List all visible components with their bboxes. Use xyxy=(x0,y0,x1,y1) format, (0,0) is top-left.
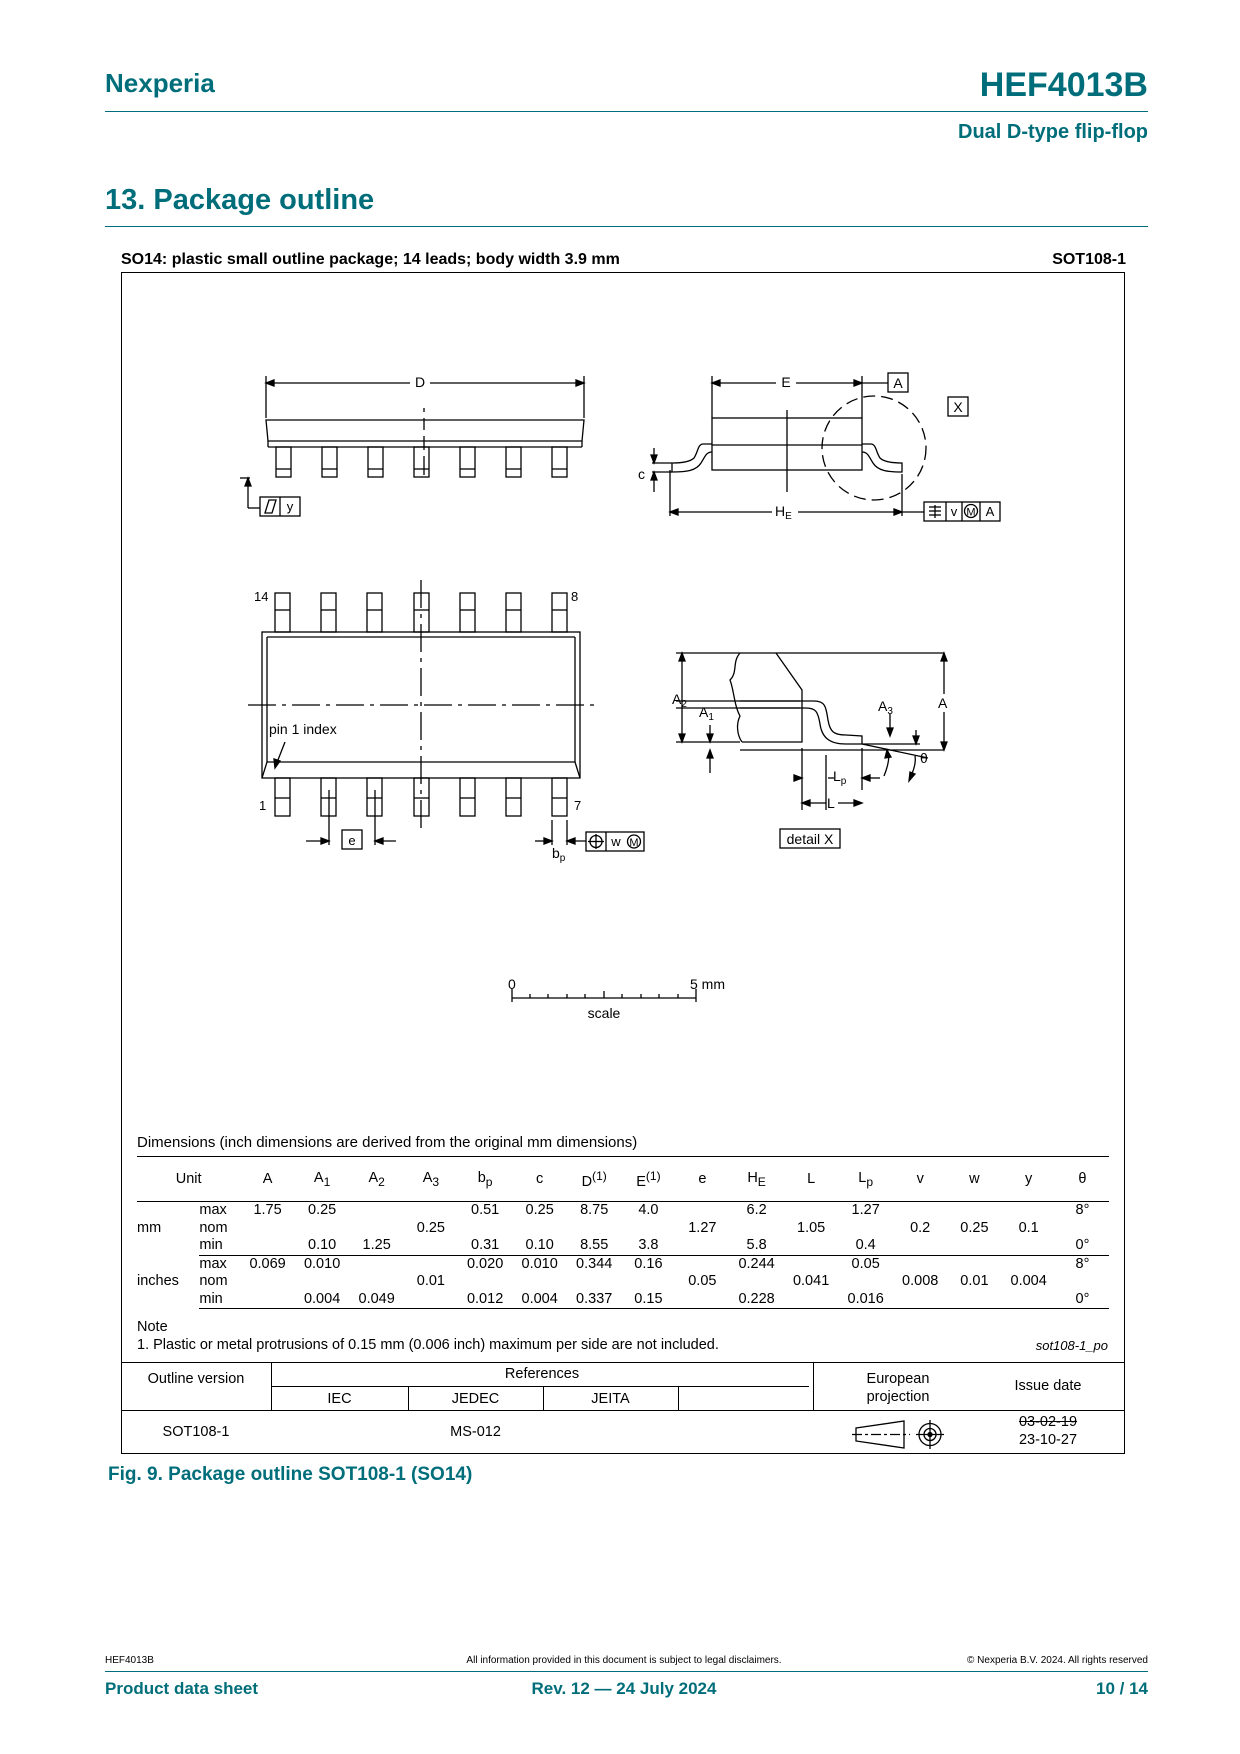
dimension-cell xyxy=(240,1273,295,1291)
dimension-cell xyxy=(893,1202,948,1220)
header-D: $D^{(1)}$ xyxy=(567,1157,622,1202)
header-theta: θ xyxy=(1056,1157,1109,1202)
dimension-cell xyxy=(838,1220,893,1238)
dimension-row-mm-nom xyxy=(137,1220,1109,1238)
dimension-cell: 1.25 xyxy=(349,1237,404,1255)
note-title: Note xyxy=(137,1319,168,1335)
header-v: v xyxy=(893,1157,948,1202)
tol-M-label: M xyxy=(966,506,976,519)
dimension-cell xyxy=(1001,1255,1056,1273)
dimension-cell xyxy=(675,1202,729,1220)
pitch-e-label: e xyxy=(348,833,356,848)
dim-HE-label: $H_E$ xyxy=(775,503,792,522)
dimension-cell xyxy=(404,1202,458,1220)
ref-v4 xyxy=(678,1386,679,1410)
tol-v-label: v xyxy=(950,504,958,519)
dimension-cell xyxy=(729,1220,784,1238)
dimension-cell xyxy=(349,1273,404,1291)
dimension-cell xyxy=(784,1255,839,1273)
dimension-row-inches-max xyxy=(137,1255,1109,1273)
dim-Lp-label: $L_p$ xyxy=(833,768,847,787)
dimension-cell xyxy=(893,1237,948,1255)
ref-mid-line xyxy=(271,1386,809,1387)
dimension-cell: 0.05 xyxy=(688,1273,717,1289)
dimension-cell xyxy=(404,1237,458,1255)
part-number: HEF4013B xyxy=(979,66,1148,104)
issue-date-label: Issue date xyxy=(1014,1378,1082,1394)
dimension-cell: 0.244 xyxy=(738,1255,775,1272)
row-label: min xyxy=(199,1237,240,1255)
dimension-row-inches-min xyxy=(137,1291,1109,1309)
dimension-cell: 8.75 xyxy=(580,1202,609,1218)
dimension-cell xyxy=(729,1273,784,1291)
dimension-cell xyxy=(295,1220,350,1238)
note-text: 1. Plastic or metal protrusions of 0.15 mm (0.006 inch) maximum per side are not included. xyxy=(137,1337,719,1353)
end-view xyxy=(638,373,1000,522)
dimension-cell: 0.05 xyxy=(851,1255,880,1272)
dimension-cell: 0.01 xyxy=(960,1273,989,1289)
dimension-cell xyxy=(458,1220,513,1238)
dimension-cell xyxy=(675,1255,729,1273)
tol-A-label: A xyxy=(985,504,995,519)
dimension-cell xyxy=(1001,1291,1056,1309)
flatness-y-label: y xyxy=(286,499,294,514)
datum-A-box: A xyxy=(893,375,903,391)
dimension-cell xyxy=(784,1202,839,1220)
dim-L-label: L xyxy=(827,795,835,811)
dimension-cell: 1.27 xyxy=(688,1219,717,1236)
header-A3: $A_3$ xyxy=(404,1157,458,1202)
dimension-cell: 0.25 xyxy=(525,1202,554,1218)
dimension-cell: 0.008 xyxy=(902,1273,939,1289)
dimension-cell xyxy=(567,1220,622,1238)
footer-copyright: © Nexperia B.V. 2024. All rights reserved xyxy=(967,1655,1148,1666)
references-label: References xyxy=(504,1366,580,1382)
dimension-cell xyxy=(947,1255,1001,1273)
dimension-cell: 0.16 xyxy=(634,1255,663,1272)
dimension-cell xyxy=(404,1291,458,1309)
issue-date-old: 03-02-19 xyxy=(1018,1414,1078,1430)
scale-label: scale xyxy=(587,1005,621,1021)
dimension-cell xyxy=(893,1255,948,1273)
dimension-cell xyxy=(1001,1202,1056,1220)
package-code: SOT108-1 xyxy=(1052,251,1126,268)
dimension-cell: 3.8 xyxy=(621,1237,675,1255)
dimension-cell: 0.337 xyxy=(567,1291,622,1309)
outline-version-label: Outline version xyxy=(147,1371,245,1387)
header-Lp: $L_p$ xyxy=(838,1157,893,1202)
header-A: A xyxy=(240,1157,295,1202)
dimension-cell xyxy=(621,1220,675,1238)
dimension-cell: 0° xyxy=(1056,1237,1109,1255)
dimension-cell xyxy=(567,1273,622,1291)
pin-7-label: 7 xyxy=(574,798,582,813)
iec-label: IEC xyxy=(327,1391,352,1407)
dimension-cell: 0.4 xyxy=(838,1237,893,1255)
dimension-cell: 0.344 xyxy=(576,1255,613,1272)
footer-divider xyxy=(105,1671,1148,1672)
jedec-label: JEDEC xyxy=(451,1391,500,1407)
dimension-cell xyxy=(947,1202,1001,1220)
dimension-cell xyxy=(458,1273,513,1291)
top-view xyxy=(248,580,644,864)
dimension-cell: 0.049 xyxy=(349,1291,404,1309)
dimension-cell: 0.041 xyxy=(792,1273,830,1289)
dim-E-label: E xyxy=(781,374,791,390)
dimension-cell: 0.15 xyxy=(621,1291,675,1309)
detail-X-box: X xyxy=(953,399,963,415)
dimension-cell xyxy=(512,1220,567,1238)
dimension-cell xyxy=(675,1291,729,1309)
dimension-cell xyxy=(295,1273,350,1291)
dimension-cell xyxy=(240,1220,295,1238)
dimension-cell: 0.004 xyxy=(512,1291,567,1309)
section-title: 13. Package outline xyxy=(105,184,375,216)
dimension-cell xyxy=(947,1291,1001,1309)
header-A2: $A_2$ xyxy=(349,1157,404,1202)
dimension-cell: 1.05 xyxy=(797,1219,826,1236)
dimension-cell: 4.0 xyxy=(638,1202,659,1218)
footer-page: 10 / 14 xyxy=(1096,1679,1148,1698)
header-L: L xyxy=(784,1157,839,1202)
footer-doc-type: Product data sheet xyxy=(105,1679,259,1698)
dimension-cell: 0.004 xyxy=(1010,1273,1047,1289)
dim-A3-label: $A_3$ xyxy=(878,698,893,717)
header-w: w xyxy=(947,1157,1001,1202)
dimension-cell xyxy=(349,1220,404,1238)
package-title: SO14: plastic small outline package; 14 leads; body width 3.9 mm xyxy=(121,251,620,268)
dimension-cell xyxy=(349,1255,404,1273)
footer-doc-id: HEF4013B xyxy=(105,1655,154,1666)
dimension-cell: 0.25 xyxy=(416,1219,445,1236)
row-label: nom xyxy=(199,1219,228,1236)
dimension-cell: 0.2 xyxy=(910,1219,931,1236)
dimension-cell xyxy=(838,1273,893,1291)
dimension-cell: 0.020 xyxy=(466,1255,504,1272)
header-c: c xyxy=(512,1157,567,1202)
dimension-cell: 6.2 xyxy=(746,1202,767,1218)
dimension-cell: 0.01 xyxy=(416,1273,445,1289)
dimension-cell: 0° xyxy=(1056,1291,1109,1309)
dimension-cell xyxy=(675,1237,729,1255)
dimension-cell: 0.25 xyxy=(960,1219,989,1236)
dim-D-label: D xyxy=(414,374,426,390)
brand-name: Nexperia xyxy=(105,68,215,98)
header-unit: Unit xyxy=(137,1157,240,1202)
dimension-row-inches-nom xyxy=(137,1273,1109,1291)
dimension-cell xyxy=(1056,1220,1109,1238)
dimension-cell xyxy=(784,1237,839,1255)
row-label: max xyxy=(199,1202,227,1218)
european-projection-icon xyxy=(850,1418,950,1452)
dimension-cell xyxy=(404,1255,458,1273)
dimension-cell xyxy=(349,1202,404,1220)
footer-disclaimer: All information provided in this document is subject to legal disclaimers. xyxy=(466,1655,782,1666)
side-view xyxy=(240,374,584,516)
scale-zero: 0 xyxy=(508,976,516,992)
dimension-cell xyxy=(1001,1237,1056,1255)
dimension-cell xyxy=(893,1291,948,1309)
row-label: max xyxy=(199,1255,227,1272)
dimension-row-mm-max xyxy=(137,1202,1109,1220)
figure-caption: Fig. 9. Package outline SOT108-1 (SO14) xyxy=(108,1464,473,1485)
dimension-cell: 0.51 xyxy=(471,1202,500,1218)
side-view-leads xyxy=(276,447,567,477)
jedec-value: MS-012 xyxy=(450,1424,501,1440)
dimension-cell xyxy=(240,1237,295,1255)
projection-label: European projection xyxy=(866,1371,930,1405)
dimension-cell: 0.010 xyxy=(303,1255,341,1272)
issue-date-new: 23-10-27 xyxy=(1018,1432,1078,1448)
dim-A1-label: $A_1$ xyxy=(699,704,714,723)
pin-8-label: 8 xyxy=(571,589,579,604)
dimensions-header-row xyxy=(137,1157,1109,1202)
detail-x-view xyxy=(672,653,952,848)
dimension-cell: 1.27 xyxy=(851,1202,880,1218)
dimension-cell xyxy=(784,1291,839,1309)
dimension-cell xyxy=(512,1273,567,1291)
dimension-cell: 0.004 xyxy=(295,1291,350,1309)
part-subtitle: Dual D-type flip-flop xyxy=(958,121,1148,143)
lead-width-bp-label: $b_p$ xyxy=(552,845,566,864)
pin-1-index-label: pin 1 index xyxy=(269,721,337,737)
dimension-cell xyxy=(621,1273,675,1291)
theta-label: θ xyxy=(920,750,928,766)
unit-cell: inches xyxy=(137,1273,179,1289)
dimension-cell: 8.55 xyxy=(567,1237,622,1255)
row-label: min xyxy=(199,1291,240,1309)
row-label: nom xyxy=(199,1273,228,1289)
dimension-cell xyxy=(1056,1273,1109,1291)
header-y: y xyxy=(1001,1157,1056,1202)
footer-revision: Rev. 12 — 24 July 2024 xyxy=(531,1679,717,1698)
dimension-cell: 0.25 xyxy=(308,1202,337,1218)
detail-x-label: detail X xyxy=(786,831,834,847)
dimension-cell: 0.016 xyxy=(838,1291,893,1309)
header-A1: $A_1$ xyxy=(295,1157,350,1202)
dimension-cell: 0.012 xyxy=(458,1291,513,1309)
dimension-cell xyxy=(947,1237,1001,1255)
dimension-cell: 5.8 xyxy=(729,1237,784,1255)
header-E: $E^{(1)}$ xyxy=(621,1157,675,1202)
ref-row-line xyxy=(121,1410,1125,1411)
scale-5mm: 5 mm xyxy=(690,976,725,992)
header-e: e xyxy=(675,1157,729,1202)
dimension-cell: 8° xyxy=(1075,1255,1090,1272)
dimension-cell: 0.10 xyxy=(295,1237,350,1255)
pin-14-label: 14 xyxy=(254,589,269,604)
tol-wM-label: M xyxy=(629,837,639,849)
drawing-code: sot108-1_po xyxy=(1035,1338,1108,1353)
header-HE: $H_E$ xyxy=(729,1157,784,1202)
dim-c-label: c xyxy=(638,466,645,482)
jeita-label: JEITA xyxy=(591,1391,630,1407)
dim-A-label: A xyxy=(938,695,948,711)
ref-v5 xyxy=(813,1362,814,1410)
outline-version-value: SOT108-1 xyxy=(162,1424,230,1440)
dimension-cell: 0.10 xyxy=(512,1237,567,1255)
dimensions-caption: Dimensions (inch dimensions are derived from the original mm dimensions) xyxy=(137,1134,638,1151)
header-bp: $b_p$ xyxy=(458,1157,513,1202)
dimension-cell: 0.010 xyxy=(521,1255,558,1272)
tol-w-label: w xyxy=(611,834,621,849)
unit-cell: mm xyxy=(137,1219,162,1236)
dimensions-table xyxy=(137,1156,1109,1309)
dim-A2-label: $A_2$ xyxy=(672,691,687,710)
dimension-cell: 0.228 xyxy=(729,1291,784,1309)
dimension-row-mm-min xyxy=(137,1237,1109,1255)
dimension-cell: 8° xyxy=(1075,1202,1090,1218)
dimension-cell: 0.31 xyxy=(458,1237,513,1255)
dimension-cell: 1.75 xyxy=(253,1202,282,1218)
dimension-cell xyxy=(240,1291,295,1309)
dimension-cell: 0.1 xyxy=(1018,1219,1039,1236)
scale-bar xyxy=(508,976,725,1021)
dimension-cell: 0.069 xyxy=(249,1255,286,1272)
pin-1-label: 1 xyxy=(259,798,267,813)
